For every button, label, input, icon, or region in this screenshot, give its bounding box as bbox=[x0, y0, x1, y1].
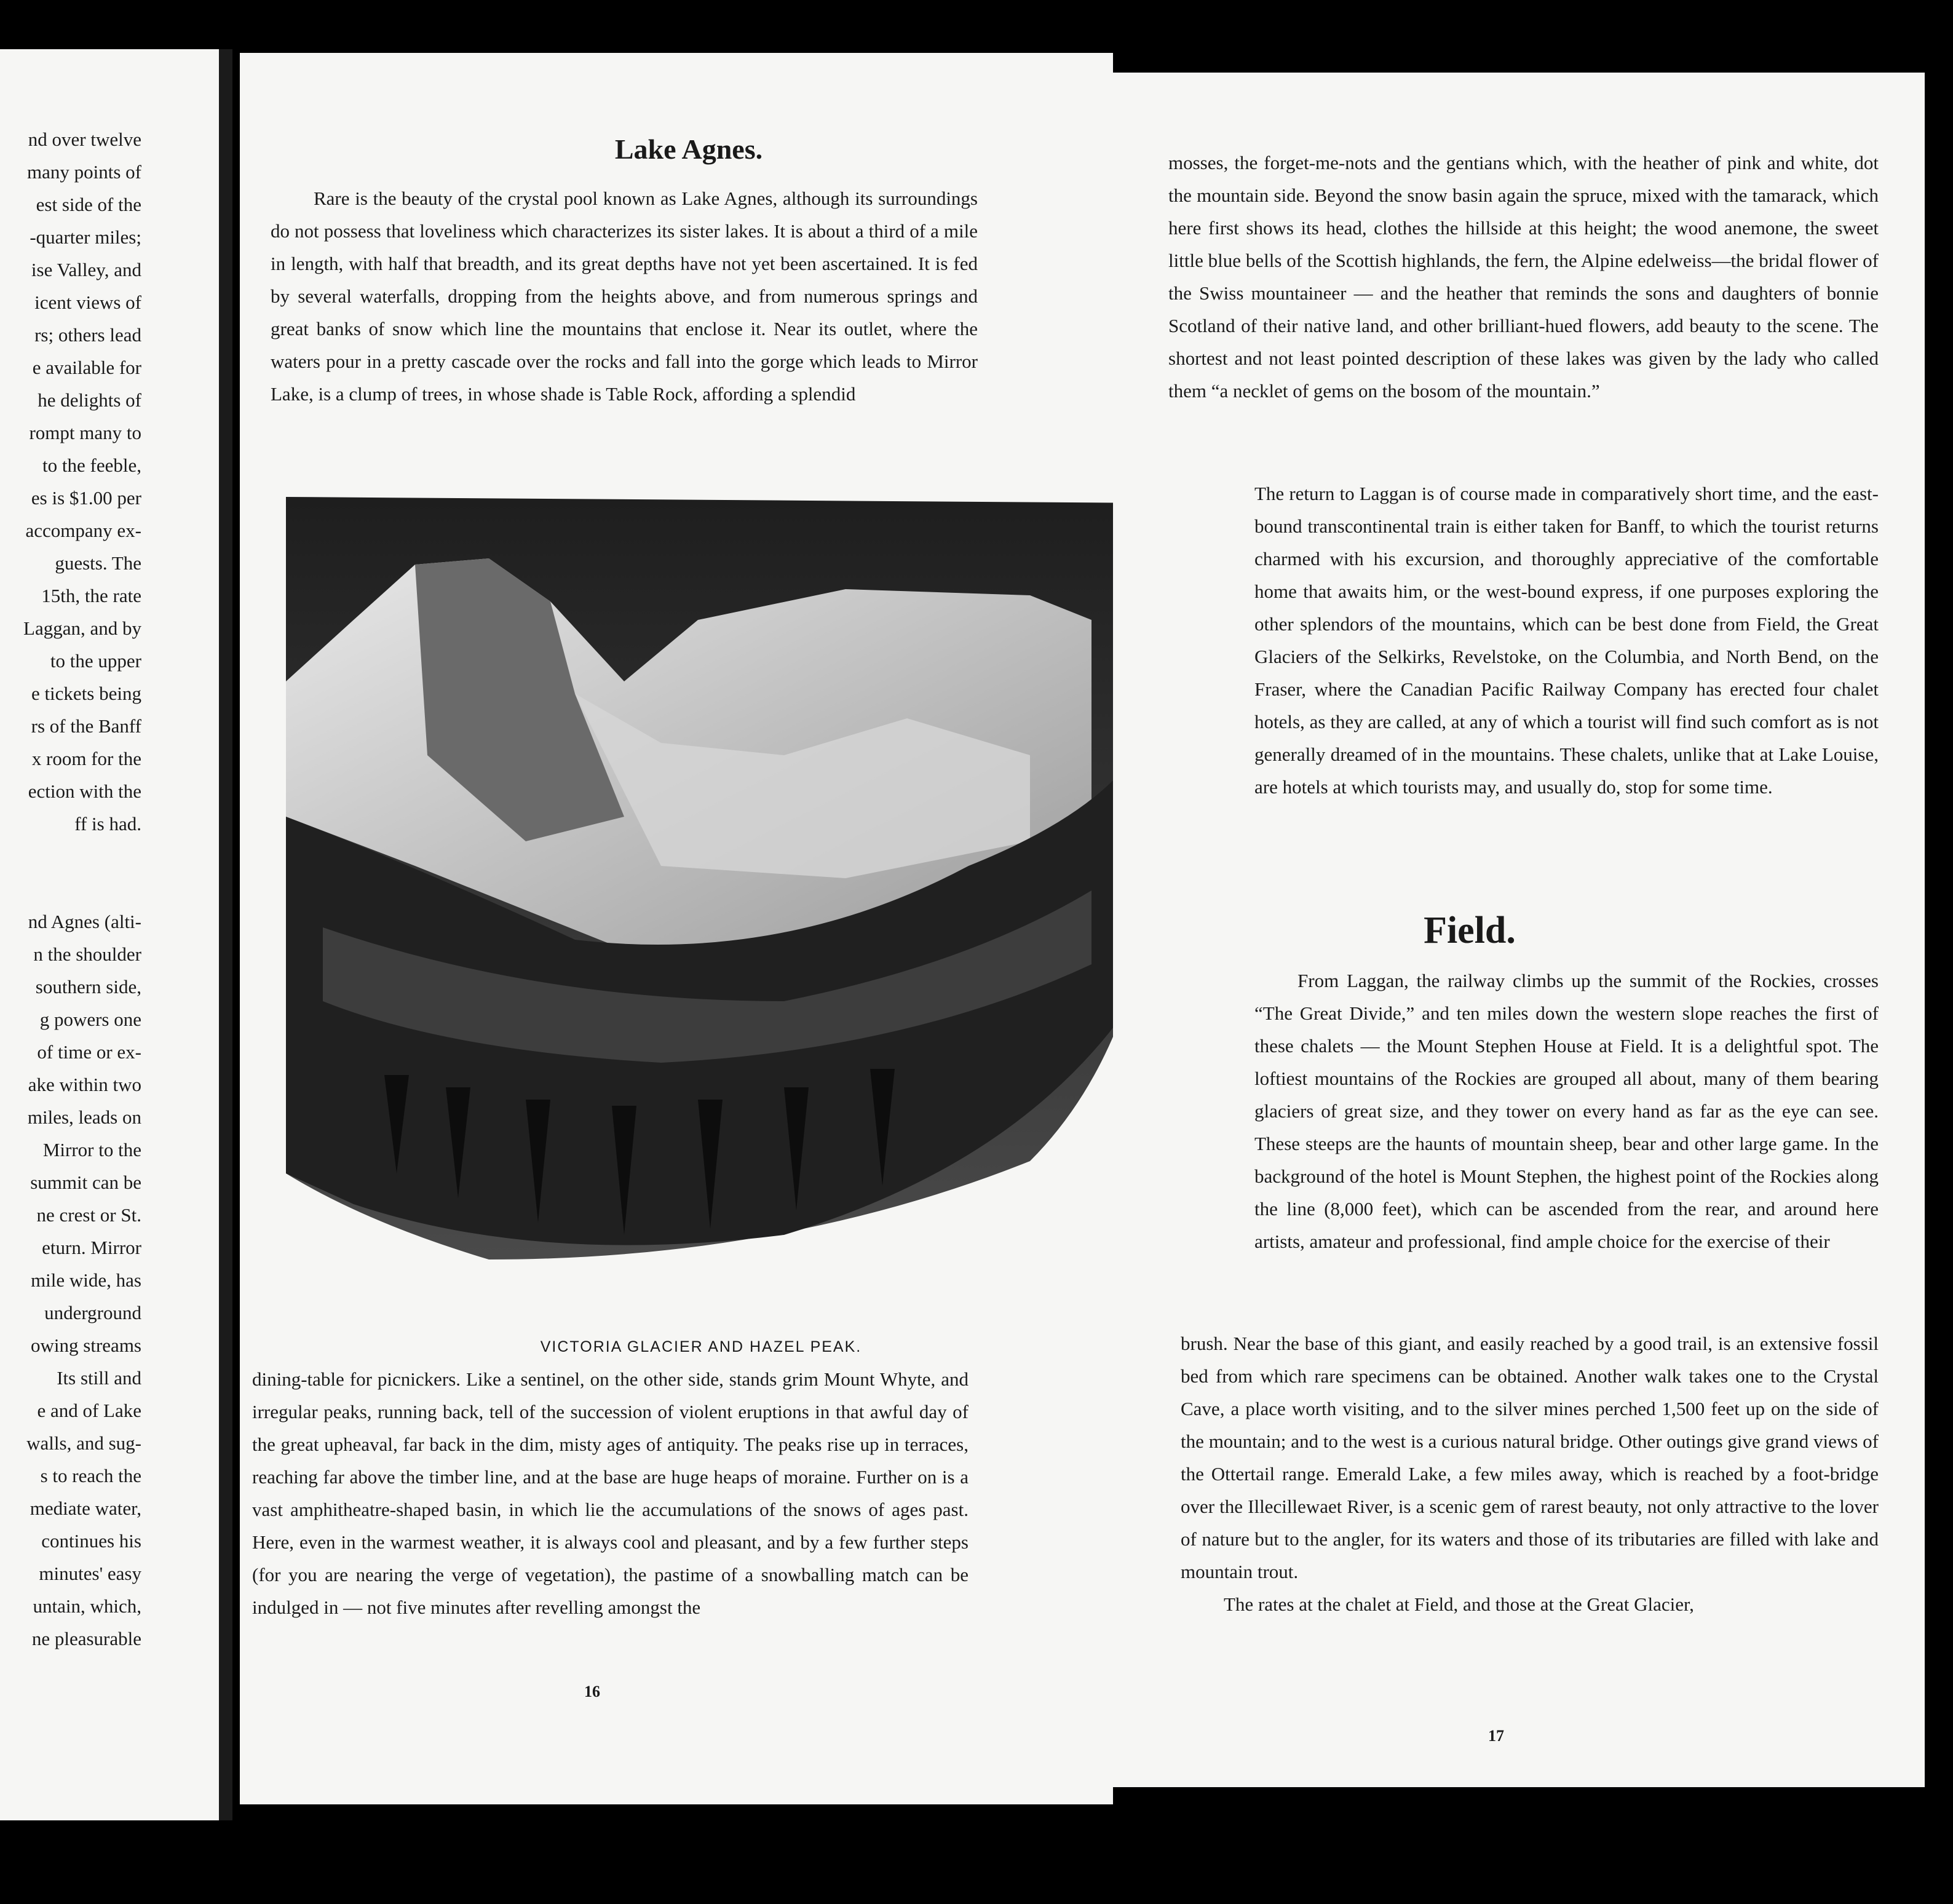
fragment-line: icent views of bbox=[34, 292, 141, 313]
fragment-line: minutes' easy bbox=[39, 1563, 141, 1584]
fragment-line: rompt many to bbox=[29, 422, 141, 443]
fragment-line: est side of the bbox=[36, 194, 141, 215]
fragment-line: es is $1.00 per bbox=[31, 487, 141, 509]
fragment-line: ff is had. bbox=[74, 813, 141, 835]
photo-caption: VICTORIA GLACIER AND HAZEL PEAK. bbox=[540, 1338, 862, 1355]
fragment-column bbox=[0, 123, 141, 1655]
paragraph: brush. Near the base of this giant, and easily reached by a good trail, is an extensive fossil bed from which rare specimens can be obtained. Another walk takes one to the Crystal Cave, a place worth visiting, and to the silver mines perched 1,500 feet up on the side of the mountain; and to the west is a curious natural bridge. Other outings give grand views of the Ottertail range. Emerald Lake, a few miles away, which is reached by a foot-bridge over the Illecillewaet River, is a scenic gem of rarest beauty, not only attractive to the lover of nature but to the angler, for its waters and those of its tributaries are filled with lake and mountain trout. bbox=[1181, 1333, 1879, 1582]
fragment-line: -quarter miles; bbox=[30, 226, 141, 248]
paragraph: Rare is the beauty of the crystal pool known as Lake Agnes, although its surroundings do not possess that loveliness which characterizes its sister lakes. It is about a third of a mile in length, with half that breadth, and its great depths have not yet been ascertained. It is fed by several waterfalls, dropping from the heights above, and from numerous springs and great banks of snow which line the mountains that enclose it. Near its outlet, where the waters pour in a pretty cascade over the rocks and fall into the gorge which leads to Mirror Lake, is a clump of trees, in whose shade is Table Rock, affording a splendid bbox=[271, 188, 978, 405]
fragment-line: of time or ex- bbox=[37, 1041, 141, 1063]
fragment-line: nd Agnes (alti- bbox=[28, 911, 141, 932]
fragment-line: mile wide, has bbox=[31, 1269, 141, 1291]
fragment-line: ne pleasurable bbox=[31, 1628, 141, 1649]
fragment-line: ne crest or St. bbox=[36, 1204, 141, 1226]
field-paragraph bbox=[1254, 964, 1879, 1258]
flowers-paragraph bbox=[1168, 146, 1879, 407]
fragment-line: e available for bbox=[32, 357, 141, 378]
victoria-glacier-photo bbox=[228, 497, 1113, 1272]
fragment-line: Laggan, and by bbox=[23, 617, 141, 639]
fragment-line: to the upper bbox=[50, 650, 141, 672]
lake-agnes-paragraph-bottom bbox=[252, 1363, 969, 1624]
paragraph: mosses, the forget-me-nots and the gentians which, with the heather of pink and white, dot the mountain side. Beyond the snow basin again the spruce, mixed with the tamarack, which here first shows its head, clothes the hillside at this height; the wood anemone, the sweet little blue bells of the Scottish highlands, the fern, the Alpine edelweiss—the bridal flower of the Swiss mountaineer — and the heather that reminds the sons and daughters of bonnie Scotland of their native land, and other brilliant-hued flowers, add beauty to the scene. The shortest and not least pointed description of these lakes was given by the lady who called them “a necklet of gems on the bosom of the mountain.” bbox=[1168, 152, 1879, 402]
fragment-line: underground bbox=[44, 1302, 141, 1323]
fragment-line: rs; others lead bbox=[34, 324, 141, 346]
fragment-line bbox=[0, 873, 141, 905]
fragment-line: mediate water, bbox=[30, 1497, 141, 1519]
fragment-line: southern side, bbox=[35, 976, 141, 998]
field-paragraph-continued bbox=[1181, 1327, 1879, 1620]
fragment-line: many points of bbox=[27, 161, 141, 183]
fragment-line: ection with the bbox=[28, 780, 141, 802]
fragment-line: accompany ex- bbox=[25, 520, 141, 541]
fragment-line: rs of the Banff bbox=[31, 715, 141, 737]
page-17 bbox=[1113, 73, 1925, 1787]
paragraph: The return to Laggan is of course made in comparatively short time, and the east-bound transcontinental train is either taken for Banff, to which the tourist returns charmed with his excursion, and thoroughly appreciative of the comfortable home that awaits him, or the west-bound express, if one purposes exploring the other splendors of the mountains, which can be best done from Field, the Great Glaciers of the Selkirks, Revelstoke, on the Columbia, and North Bend, on the Fraser, where the Canadian Pacific Railway Company has erected four chalet hotels, as they are called, at any of which a tourist will find such comfort as is not generally dreamed of in the mountains. These chalets, unlike that at Lake Louise, are hotels at which tourists may, and usually do, stop for some time. bbox=[1254, 483, 1879, 798]
section-title-lake-agnes: Lake Agnes. bbox=[614, 133, 763, 165]
fragment-line: untain, which, bbox=[33, 1595, 141, 1617]
fragment-line: nd over twelve bbox=[28, 129, 141, 150]
fragment-line: e and of Lake bbox=[37, 1400, 141, 1421]
fragment-line: ake within two bbox=[28, 1074, 141, 1095]
lake-agnes-paragraph-top bbox=[271, 182, 978, 405]
return-paragraph bbox=[1254, 477, 1879, 803]
fragment-line: he delights of bbox=[38, 389, 141, 411]
fragment-line: miles, leads on bbox=[27, 1106, 141, 1128]
fragment-line: eturn. Mirror bbox=[42, 1237, 141, 1258]
previous-page-fragment bbox=[0, 49, 229, 1820]
fragment-line: owing streams bbox=[31, 1335, 141, 1356]
paragraph: The rates at the chalet at Field, and those at the Great Glacier, bbox=[1224, 1593, 1694, 1615]
fragment-line: continues his bbox=[41, 1530, 141, 1552]
page-number: 16 bbox=[584, 1683, 600, 1700]
fragment-line: x room for the bbox=[31, 748, 141, 769]
fragment-line: Mirror to the bbox=[42, 1139, 141, 1160]
fragment-line: summit can be bbox=[30, 1172, 141, 1193]
paragraph: dining-table for picnickers. Like a sentinel, on the other side, stands grim Mount Whyte, and irregular peaks, running back, tell of the succession of violent eruptions in that awful day of the great upheaval, far back in the dim, misty ages of antiquity. The peaks rise up in terraces, reaching far above the timber line, and at the base are huge heaps of moraine. Further on is a vast amphitheatre-shaped basin, in which lie the accumulations of the snows of ages past. Here, even in the warmest weather, it is always cool and pleasant, and by a few further steps (for you are nearing the verge of vegetation), the pastime of a snowballing match can be indulged in — not five minutes after revelling amongst the bbox=[252, 1368, 969, 1618]
fragment-line: ise Valley, and bbox=[31, 259, 141, 280]
fragment-line: g powers one bbox=[39, 1009, 141, 1030]
fragment-line: walls, and sug- bbox=[26, 1432, 141, 1454]
fragment-line: to the feeble, bbox=[42, 454, 141, 476]
page-16 bbox=[240, 53, 1113, 1804]
fragment-line bbox=[0, 840, 141, 873]
fragment-line: Its still and bbox=[57, 1367, 141, 1389]
paragraph: From Laggan, the railway climbs up the summit of the Rockies, crosses “The Great Divide,” and ten miles down the western slope reaches the first of these chalets — the Mount Stephen House at Field. It is a delightful spot. The loftiest mountains of the Rockies are grouped all about, many of them bearing glaciers of great size, and they tower on every hand as far as the eye can see. These steeps are the haunts of mountain sheep, bear and other large game. In the background of the hotel is Mount Stephen, the highest point of the Rockies along the line (8,000 feet), which can be ascended from the rear, and around here artists, amateur and professional, find ample choice for the exercise of their bbox=[1254, 970, 1879, 1252]
fragment-line: n the shoulder bbox=[33, 943, 141, 965]
page-number: 17 bbox=[1488, 1727, 1504, 1745]
fragment-line: e tickets being bbox=[31, 683, 141, 704]
fragment-line: s to reach the bbox=[40, 1465, 141, 1486]
section-title-field: Field. bbox=[1424, 910, 1516, 951]
fragment-line: guests. The bbox=[55, 552, 141, 574]
fragment-line: 15th, the rate bbox=[41, 585, 141, 606]
